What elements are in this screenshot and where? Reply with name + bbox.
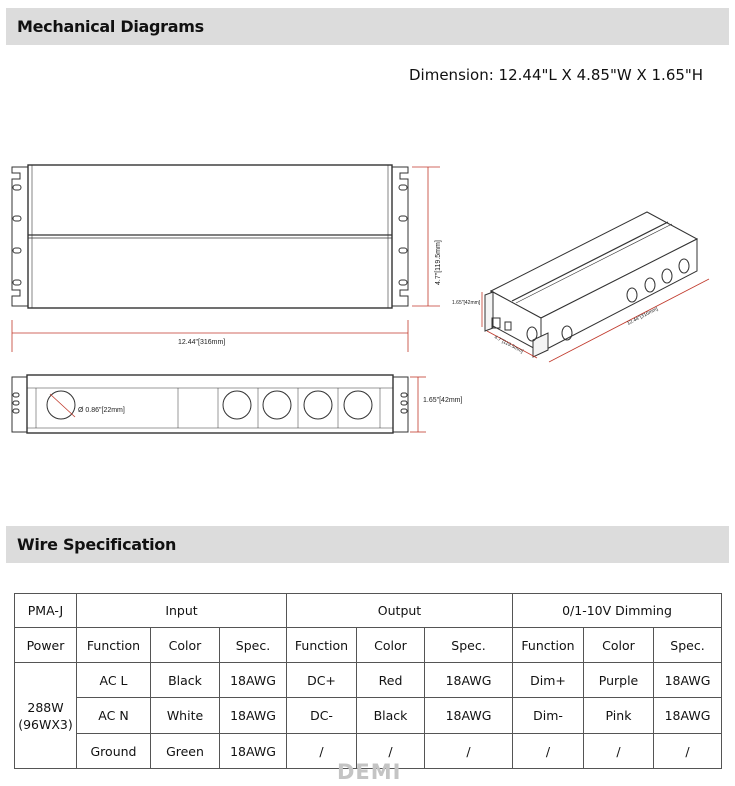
wire-specification-header: [6, 526, 729, 563]
table-cell: Ground: [77, 734, 151, 769]
table-cell: 18AWG: [654, 698, 722, 734]
wire-specification-title: Wire Specification: [17, 535, 177, 554]
table-cell: 18AWG: [425, 698, 513, 734]
table-cell: Purple: [584, 663, 654, 698]
side-height-label: 1.65"[42mm]: [423, 397, 463, 404]
table-cell: White: [151, 698, 220, 734]
table-cell: /: [357, 734, 425, 769]
table-cell: 18AWG: [425, 663, 513, 698]
table-cell: AC L: [77, 663, 151, 698]
table-cell: /: [654, 734, 722, 769]
table-cell: Green: [151, 734, 220, 769]
hole-diameter-label: Ø 0.86"[22mm]: [78, 407, 125, 414]
column-header: Color: [584, 628, 654, 663]
iso-height-label: 1.65"[42mm]: [452, 300, 481, 306]
table-header-row: [15, 628, 722, 663]
table-cell: /: [425, 734, 513, 769]
table-cell: DC+: [287, 663, 357, 698]
power-value-cell: 288W (96WX3): [15, 663, 77, 769]
table-cell: /: [513, 734, 584, 769]
table-cell: /: [584, 734, 654, 769]
table-group-row: [15, 594, 722, 628]
table-row: [15, 698, 722, 734]
input-group-header: Input: [77, 594, 287, 628]
model-cell: PMA-J: [15, 594, 77, 628]
column-header: Color: [357, 628, 425, 663]
table-row: [15, 663, 722, 698]
table-cell: DC-: [287, 698, 357, 734]
table-cell: Pink: [584, 698, 654, 734]
dimming-group-header: 0/1-10V Dimming: [513, 594, 722, 628]
height-dimension-label: 4.7"[119.5mm]: [435, 240, 442, 285]
table-cell: 18AWG: [654, 663, 722, 698]
top-view-drawing: [12, 165, 408, 308]
power-header: Power: [15, 628, 77, 663]
wire-spec-table: [14, 593, 722, 769]
table-cell: 18AWG: [220, 698, 287, 734]
column-header: Spec.: [220, 628, 287, 663]
dimension-text: Dimension: 12.44"L X 4.85"W X 1.65"H: [409, 66, 704, 84]
table-cell: /: [287, 734, 357, 769]
isometric-view-drawing: [485, 212, 697, 357]
mechanical-diagrams-title: Mechanical Diagrams: [17, 17, 204, 36]
table-cell: AC N: [77, 698, 151, 734]
watermark: DEMI: [337, 760, 402, 784]
side-view-drawing: [12, 375, 408, 433]
column-header: Function: [287, 628, 357, 663]
table-cell: Black: [357, 698, 425, 734]
table-cell: Dim+: [513, 663, 584, 698]
table-cell: Red: [357, 663, 425, 698]
iso-width-label: 4.7"[119.5mm]: [493, 334, 525, 355]
column-header: Spec.: [425, 628, 513, 663]
table-cell: Black: [151, 663, 220, 698]
column-header: Color: [151, 628, 220, 663]
table-cell: 18AWG: [220, 663, 287, 698]
table-cell: Dim-: [513, 698, 584, 734]
iso-length-label: 12.44"[316mm]: [626, 306, 659, 327]
output-group-header: Output: [287, 594, 513, 628]
column-header: Spec.: [654, 628, 722, 663]
column-header: Function: [77, 628, 151, 663]
length-dimension-label: 12.44"[316mm]: [178, 339, 226, 346]
column-header: Function: [513, 628, 584, 663]
table-cell: 18AWG: [220, 734, 287, 769]
